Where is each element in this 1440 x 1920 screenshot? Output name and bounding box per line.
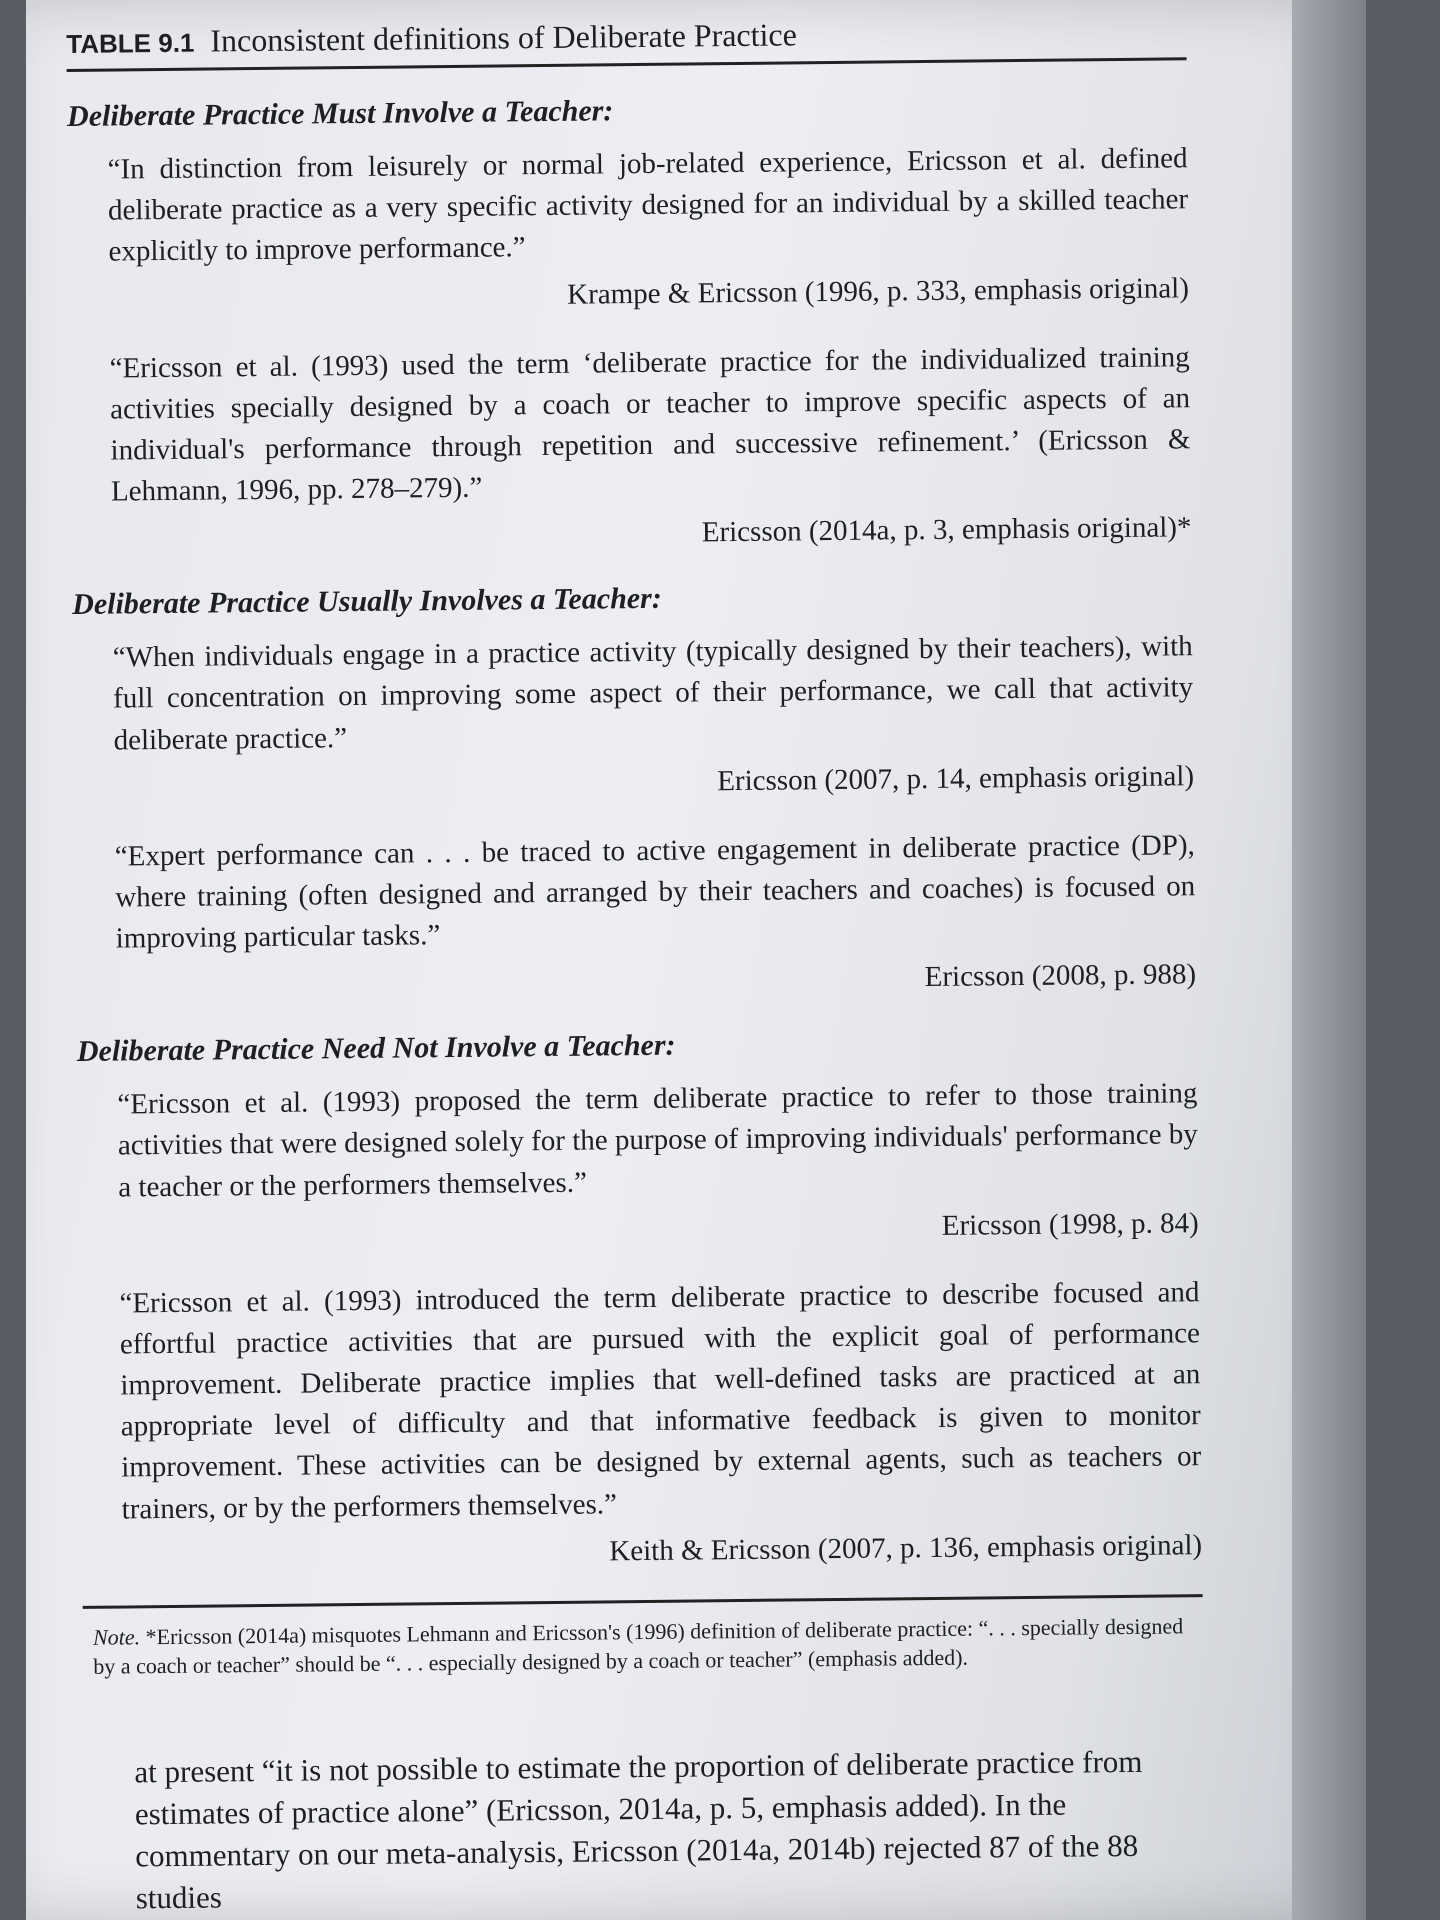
quote-text: “In distinction from leisurely or normal job-related experience, Ericsson et al. defined deliberate practice as a very specific activity designed for an individual by a skilled teacher explicitly to improve performance.” [107, 142, 1189, 268]
top-rule [67, 57, 1187, 72]
quote-block [107, 138, 1189, 316]
quote-source: Keith & Ericsson (2007, p. 136, emphasis original) [609, 1528, 1203, 1568]
section-must-involve-teacher [67, 88, 1192, 556]
quote-source: Ericsson (2007, p. 14, emphasis original) [717, 759, 1195, 797]
note-label: Note. [92, 1624, 141, 1650]
page-edge-shadow [1292, 0, 1366, 1920]
quote-block [117, 1073, 1199, 1251]
table-label: TABLE 9.1 [66, 27, 195, 59]
section-need-not-involve-teacher [77, 1023, 1203, 1573]
bottom-rule [83, 1594, 1203, 1609]
quote-source: Ericsson (2014a, p. 3, emphasis original)* [701, 511, 1192, 549]
quote-text: “Ericsson et al. (1993) introduced the term deliberate practice to describe focused and effortful practice activities that are pursued with the explicit goal of performance improvement. Deliberate practice implies that well-defined tasks are practiced at an appropriate level of difficulty and that informative feedback is given to monitor improvement. These activities can be designed by external agents, such as teachers or trainers, or by the performers themselves.” [119, 1275, 1202, 1526]
section-heading: Deliberate Practice Usually Involves a Teacher: [72, 581, 662, 622]
quote-source: Ericsson (1998, p. 84) [941, 1206, 1199, 1242]
quote-text: “Ericsson et al. (1993) used the term ‘deliberate practice for the individualized training activities specially designed by a coach or teacher to improve specific aspects of an individual's performance through repetition and successive refinement.’ (Ericsson & Lehmann, 1996, pp. 278–279).” [109, 340, 1191, 508]
quote-block [110, 337, 1192, 556]
quote-block [115, 825, 1197, 1003]
quote-block [119, 1272, 1202, 1573]
quote-text: “When individuals engage in a practice activity (typically designed by their teachers), with full concentration on improving some aspect of their performance, we call that activity deliberate practice.” [112, 630, 1194, 757]
table-title: Inconsistent definitions of Deliberate Practice [210, 16, 798, 59]
quote-text: “Expert performance can . . . be traced to active engagement in deliberate practice (DP), where training (often designed and arranged by their teachers and coaches) is focused on improving particular tasks.” [114, 828, 1196, 955]
quote-block [113, 626, 1195, 804]
section-heading: Deliberate Practice Must Involve a Teacher: [66, 94, 614, 133]
page-content [66, 2, 1206, 1919]
body-paragraph: at present “it is not possible to estimate the proportion of deliberate practice from estimates of practice alone” (Ericsson, 2014a, p. 5, emphasis added). In the commentary on our meta-analysis, Ericsson (2014a, 2014b) rejected 87 of the 88 studies [134, 1743, 1143, 1916]
note-text: *Ericsson (2014a) misquotes Lehmann and Ericsson's (1996) definition of deliberate practice: “. . . specially designed by a coach or teacher” should be “. . . especially designed by a coach or teacher” (emphasis added). [93, 1613, 1184, 1680]
table-note [93, 1611, 1204, 1682]
book-page [26, 0, 1366, 1920]
section-heading: Deliberate Practice Need Not Involve a Teacher: [76, 1028, 676, 1069]
quote-text: “Ericsson et al. (1993) proposed the term deliberate practice to refer to those training activities that were designed solely for the purpose of improving individuals' performance by a teacher or the performers themselves.” [117, 1077, 1198, 1204]
quote-source: Ericsson (2008, p. 988) [924, 958, 1197, 994]
quote-source: Krampe & Ericsson (1996, p. 333, emphasis original) [567, 271, 1190, 311]
table-caption [66, 12, 1186, 61]
section-usually-involves-teacher [72, 576, 1196, 1003]
